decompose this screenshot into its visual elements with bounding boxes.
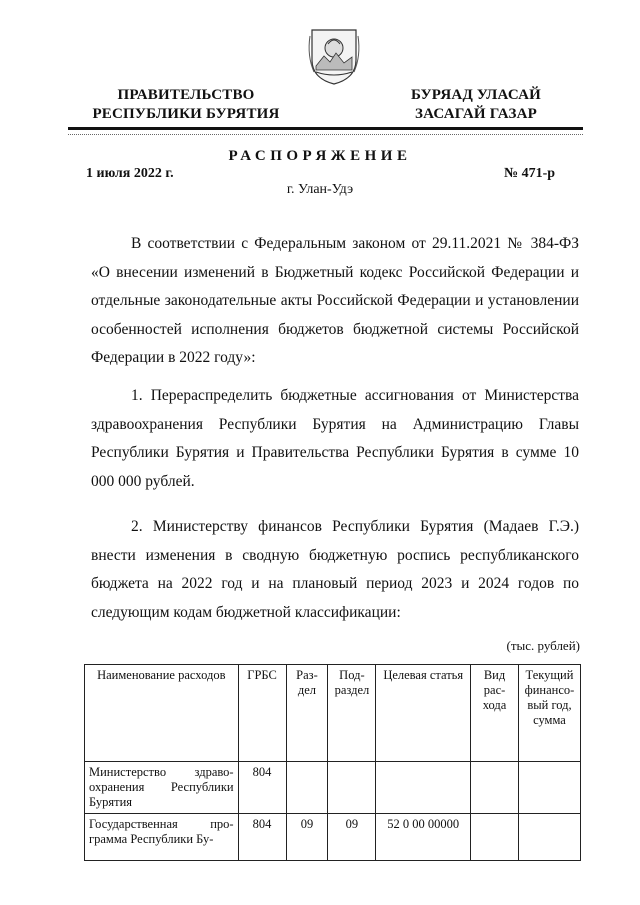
table-header-row xyxy=(85,665,581,762)
paragraph-preamble: В соответствии с Федеральным законом от 29.11.2021 № 384-ФЗ «О внесении изменений в Бюджетный кодекс Российской Федерации и отдельные законодательные акты Российской Федерации и установлении особенностей исполнения бюджетов бюджетной системы Российской Федерации в 2022 году»: xyxy=(91,235,579,366)
header-sum: Текущий финансо-вый год, сумма xyxy=(518,665,580,762)
table-units-label: (тыс. рублей) xyxy=(506,638,580,653)
paragraph-item-2: 2. Министерству финансов Республики Бурятия (Мадаев Г.Э.) внести изменения в сводную бюджетную роспись республиканского бюджета на 2022 год и на плановый период 2023 и 2024 годов по следующим кодам бюджетной классификации: xyxy=(91,518,579,621)
document-title: РАСПОРЯЖЕНИЕ xyxy=(228,148,412,164)
cell-grbs: 804 xyxy=(238,762,286,814)
cell-grbs: 804 xyxy=(238,814,286,861)
table-row xyxy=(85,762,581,814)
header-rule-thick xyxy=(68,127,583,130)
header-razdel: Раз-дел xyxy=(286,665,328,762)
cell-podrazdel: 09 xyxy=(328,814,376,861)
header-right-line1: БУРЯАД УЛАСАЙ xyxy=(410,87,542,103)
cell-vid xyxy=(471,814,519,861)
cell-razdel: 09 xyxy=(286,814,328,861)
cell-razdel xyxy=(286,762,328,814)
header-target: Целевая статья xyxy=(376,665,471,762)
cell-target: 52 0 00 00000 xyxy=(376,814,471,861)
cell-sum xyxy=(518,762,580,814)
document-number: № 471-р xyxy=(504,166,556,181)
header-left xyxy=(86,86,286,124)
header-left-line2: РЕСПУБЛИКИ БУРЯТИЯ xyxy=(92,106,280,122)
document-date: 1 июля 2022 г. xyxy=(86,166,174,181)
cell-name: Государственная про-грамма Республики Бу- xyxy=(85,814,239,861)
header-left-line1: ПРАВИТЕЛЬСТВО xyxy=(117,87,255,103)
cell-podrazdel xyxy=(328,762,376,814)
document-city: г. Улан-Удэ xyxy=(286,182,354,197)
header-vid: Вид рас-хода xyxy=(471,665,519,762)
budget-table xyxy=(84,664,581,861)
header-name: Наименование расходов xyxy=(85,665,239,762)
coat-of-arms-emblem xyxy=(306,26,362,86)
cell-vid xyxy=(471,762,519,814)
table-row xyxy=(85,814,581,861)
header-right xyxy=(386,86,566,124)
header-podrazdel: Под-раздел xyxy=(328,665,376,762)
header-grbs: ГРБС xyxy=(238,665,286,762)
cell-name: Министерство здраво-охранения Республики Бурятия xyxy=(85,762,239,814)
header-right-line2: ЗАСАГАЙ ГАЗАР xyxy=(415,106,537,122)
cell-target xyxy=(376,762,471,814)
cell-sum xyxy=(518,814,580,861)
header-rule-dotted xyxy=(68,134,583,135)
paragraph-item-1: 1. Перераспределить бюджетные ассигнования от Министерства здравоохранения Республики Бурятия на Администрацию Главы Республики Бурятия и Правительства Республики Бурятия в сумме 10 000 000 рублей. xyxy=(91,387,579,490)
